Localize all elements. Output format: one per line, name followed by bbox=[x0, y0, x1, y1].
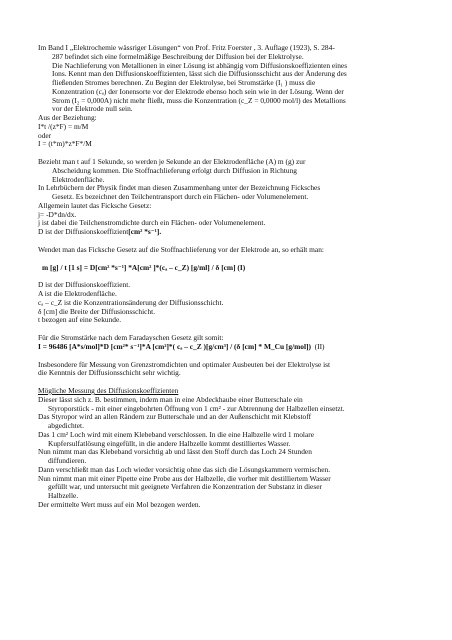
importance-paragraph bbox=[38, 361, 418, 379]
text-line: die Kenntnis der Diffusionsschicht sehr wichtig. bbox=[38, 368, 181, 378]
formula-two bbox=[38, 343, 418, 352]
text-line: j ist dabei die Teilchenstromdichte durch ein Flächen- oder Volumenelement. bbox=[38, 218, 266, 228]
text-line: Insbesondere für Messung von Grenzstromdichten und optimaler Ausbeuten bei der Elektrolyse ist bbox=[38, 359, 331, 369]
text-line: Nun nimmt man mit einer Pipette eine Probe aus der Halbzelle, die vorher mit destilliertem Wasser bbox=[38, 473, 331, 483]
measurement-paragraph bbox=[38, 396, 418, 510]
text-line: Wendet man das Ficksche Gesetz auf die Stoffnachlieferung vor der Elektrode an, so erhält man: bbox=[38, 244, 324, 254]
equation-line: j= -D*dn/dx. bbox=[38, 209, 77, 219]
definition-text: D ist der Diffusionskoeffizient bbox=[38, 227, 129, 236]
text-line: Das 1 cm² Loch wird mit einem Klebeband verschlossen. In die eine Halbzelle wird 1 molare bbox=[38, 429, 314, 439]
text-line: Im Band I „Elektrochemie wässriger Lösungen“ von Prof. Fritz Foerster , 3. Auflage (1923), S. 284- bbox=[38, 43, 335, 52]
text-line: oder bbox=[38, 130, 52, 140]
text-line: Aus der Beziehung: bbox=[38, 113, 97, 122]
formula-two-tag: (II) bbox=[314, 341, 325, 351]
text-line: D ist der Diffusionskoeffizient. bbox=[38, 280, 131, 290]
text-line: A ist die Elektrodenfläche. bbox=[38, 289, 117, 298]
document-body bbox=[38, 44, 418, 510]
intro-paragraph bbox=[38, 44, 418, 149]
text-line: Ions. Kennt man den Diffusionskoeffizienten, lässt sich die Diffusionsschicht aus der Änderung des bbox=[52, 69, 347, 79]
text-line: gefüllt war, und untersucht mit geeignete Verfahren die Konzentration der Substanz in dieser bbox=[48, 482, 322, 492]
text-line: fließenden Stromes berechnen. Zu Beginn der Elektrolyse, bei Stromstärke (I₁ ) muss die bbox=[52, 78, 316, 87]
text-line: t bezogen auf eine Sekunde. bbox=[38, 315, 122, 325]
equation-line: I = (t*m)*z*F*/M bbox=[38, 139, 92, 149]
text-line: Dieser lässt sich z. B. bestimmen, indem man in eine Abdeckhaube einer Butterschale ein bbox=[38, 394, 303, 404]
text-line: Elektrodenfläche. bbox=[52, 174, 105, 184]
text-line: Gesetz. Es bezeichnet den Teilchentransport durch ein Flächen- oder Volumenelement. bbox=[52, 192, 309, 201]
text-line: Konzentration (cₐ) der Ionensorte vor der Elektrode ebenso hoch sein wie in der Lösung. Wenn der bbox=[52, 86, 344, 96]
text-line: diffundieren. bbox=[48, 456, 87, 465]
text-line: vor der Elektrode null sein. bbox=[52, 104, 133, 114]
text-line: Dann verschließt man das Loch wieder vorsichtig ohne das sich die Lösungskammern vermischen. bbox=[38, 464, 331, 474]
text-line: Halbzelle. bbox=[48, 491, 79, 500]
text-line: Die Nachlieferung von Metallionen in einer Lösung ist abhängig vom Diffusionskoeffizienten eines bbox=[52, 60, 348, 70]
text-line: In Lehrbüchern der Physik findet man diesen Zusammenhang unter der Bezeichnung Ficksches bbox=[38, 183, 321, 193]
formula-two-body: I = 96486 [A*s/mol]*D [cm²* s⁻¹]*A [cm²]*( cₐ – c_Z )[g/cm³] / (δ [cm] * M_Cu [g/mol]) bbox=[38, 341, 311, 351]
text-line: Allgemein lautet das Ficksche Gesetz: bbox=[38, 200, 152, 210]
formula-one: m [g] / t [1 s] = D[cm² *s⁻¹] *A[cm² ]*(cₐ – c_Z) [g/ml] / δ [cm] (I) bbox=[42, 262, 246, 272]
text-line: Styroporstück - mit einer eingebohrten Öffnung von 1 cm² - zur Abtrennung der Halbzellen einsetzt. bbox=[48, 403, 345, 413]
text-line: δ [cm] die Breite der Diffusionsschicht. bbox=[38, 306, 156, 316]
definitions-list bbox=[38, 281, 418, 325]
text-line: Abscheidung kommen. Die Stoffnachlieferung erfolgt durch Diffusion in Richtung bbox=[52, 165, 298, 175]
text-line: Bezieht man t auf 1 Sekunde, so werden je Sekunde an der Elektrodenfläche (A) m (g) zur bbox=[38, 157, 306, 166]
text-line: abgedichtet. bbox=[48, 421, 84, 430]
section-heading: Mögliche Messung des Diffusionskoeffizienten bbox=[38, 386, 179, 395]
text-line: cₐ – c_Z ist die Konzentrationsänderung der Diffusionsschicht. bbox=[38, 297, 224, 307]
text-line: Für die Stromstärke nach dem Faradayschen Gesetz gilt somit: bbox=[38, 333, 224, 342]
text-line bbox=[38, 228, 418, 237]
unit-text: [cm² *s⁻¹]. bbox=[128, 227, 162, 236]
text-line: 287 befindet sich eine formelmäßige Beschreibung der Diffusion bei der Elektrolyse. bbox=[52, 51, 304, 61]
text-line: Der ermittelte Wert muss auf ein Mol bezogen werden. bbox=[38, 499, 201, 509]
fick-paragraph bbox=[38, 158, 418, 237]
text-line: Strom (I₂ = 0,000A) nicht mehr fließt, muss die Konzentration (c_Z = 0,0000 mol/l) des Metallions bbox=[52, 95, 346, 105]
equation-line: I*t /(z*F) = m/M bbox=[38, 121, 89, 131]
text-line: Nun nimmt man das Klebeband vorsichtig ab und lässt den Stoff durch das Loch 24 Stunden bbox=[38, 447, 312, 457]
text-line: Kupfersulfatlösung eingefüllt, in die andere Halbzelle kommt destilliertes Wasser. bbox=[48, 438, 291, 448]
text-line: Das Styropor wird an allen Rändern zur Butterschale und an der Außenschicht mit Klebstoff bbox=[38, 412, 312, 422]
